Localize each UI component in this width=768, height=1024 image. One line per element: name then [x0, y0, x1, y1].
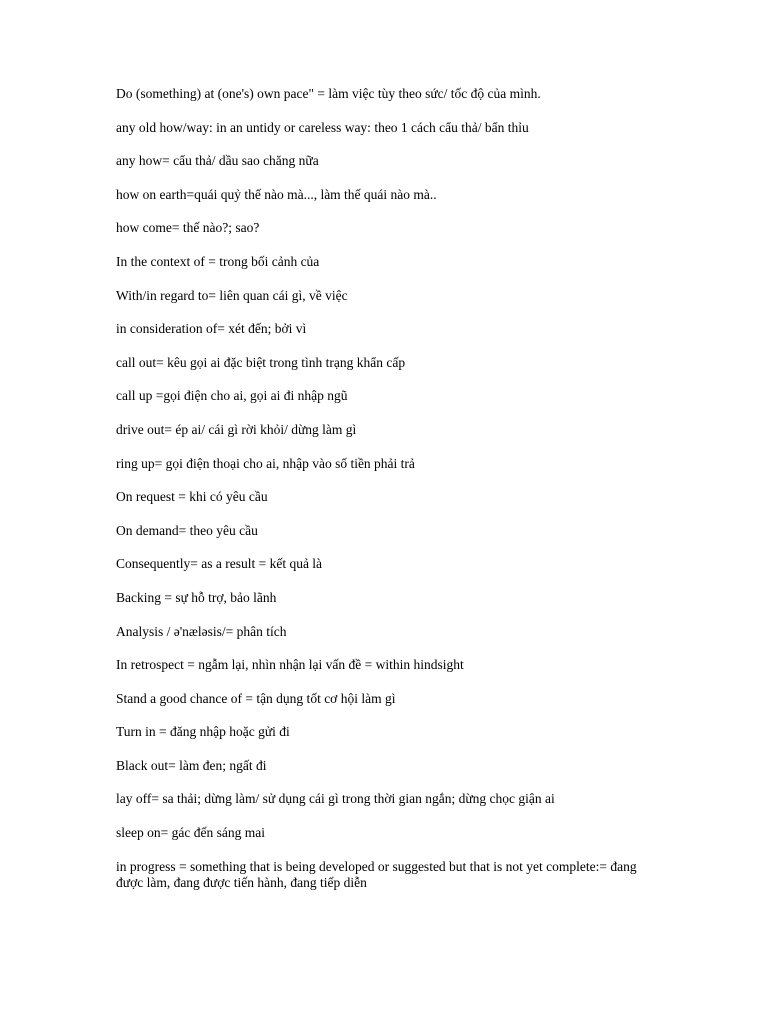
text-line-2: any old how/way: in an untidy or careless way: theo 1 cách cẩu thả/ bẩn thỉu [116, 119, 529, 135]
text-line-3: any how= cẩu thả/ dầu sao chăng nữa [116, 153, 319, 169]
document-body [116, 86, 646, 908]
text-line-15: Consequently= as a result = kết quả là [116, 556, 323, 572]
text-line-7: With/in regard to= liên quan cái gì, về việc [116, 287, 348, 303]
text-line-12: ring up= gọi điện thoại cho ai, nhập vào số tiền phải trả [116, 455, 415, 471]
text-line-4: how on earth=quái quỷ thế nào mà..., làm thế quái nào mà.. [116, 186, 437, 202]
text-line-6: In the context of = trong bối cảnh của [116, 253, 320, 269]
text-line-16: Backing = sự hỗ trợ, bảo lãnh [116, 589, 277, 605]
text-line-20: Turn in = đăng nhập hoặc gửi đi [116, 724, 290, 740]
text-line-21: Black out= làm đen; ngất đi [116, 757, 267, 773]
text-line-14: On demand= theo yêu cầu [116, 522, 258, 538]
text-line-13: On request = khi có yêu cầu [116, 489, 268, 505]
text-line-1: Do (something) at (one's) own pace" = làm việc tùy theo sức/ tốc độ của mình. [116, 86, 541, 101]
text-line-18: In retrospect = ngẫm lại, nhìn nhận lại vấn đề = within hindsight [116, 657, 464, 673]
text-line-23: sleep on= gác đến sáng mai [116, 825, 265, 841]
text-line-5: how come= thế nào?; sao? [116, 220, 260, 236]
text-line-24: in progress = something that is being developed or suggested but that is not yet complete:= đang được làm, đang được tiến hành, đang tiếp diễn [116, 858, 637, 890]
text-line-17: Analysis / ə'næləsis/= phân tích [116, 623, 287, 639]
text-line-22: lay off= sa thải; dừng làm/ sử dụng cái gì trong thời gian ngắn; dừng chọc giận ai [116, 791, 555, 807]
text-line-8: in consideration of= xét đến; bởi vì [116, 321, 307, 337]
text-line-11: drive out= ép ai/ cái gì rời khỏi/ dừng làm gì [116, 421, 357, 437]
text-line-19: Stand a good chance of = tận dụng tốt cơ hội làm gì [116, 690, 396, 706]
text-line-9: call out= kêu gọi ai đặc biệt trong tình trạng khẩn cấp [116, 354, 406, 370]
text-line-10: call up =gọi điện cho ai, gọi ai đi nhập ngũ [116, 388, 348, 404]
